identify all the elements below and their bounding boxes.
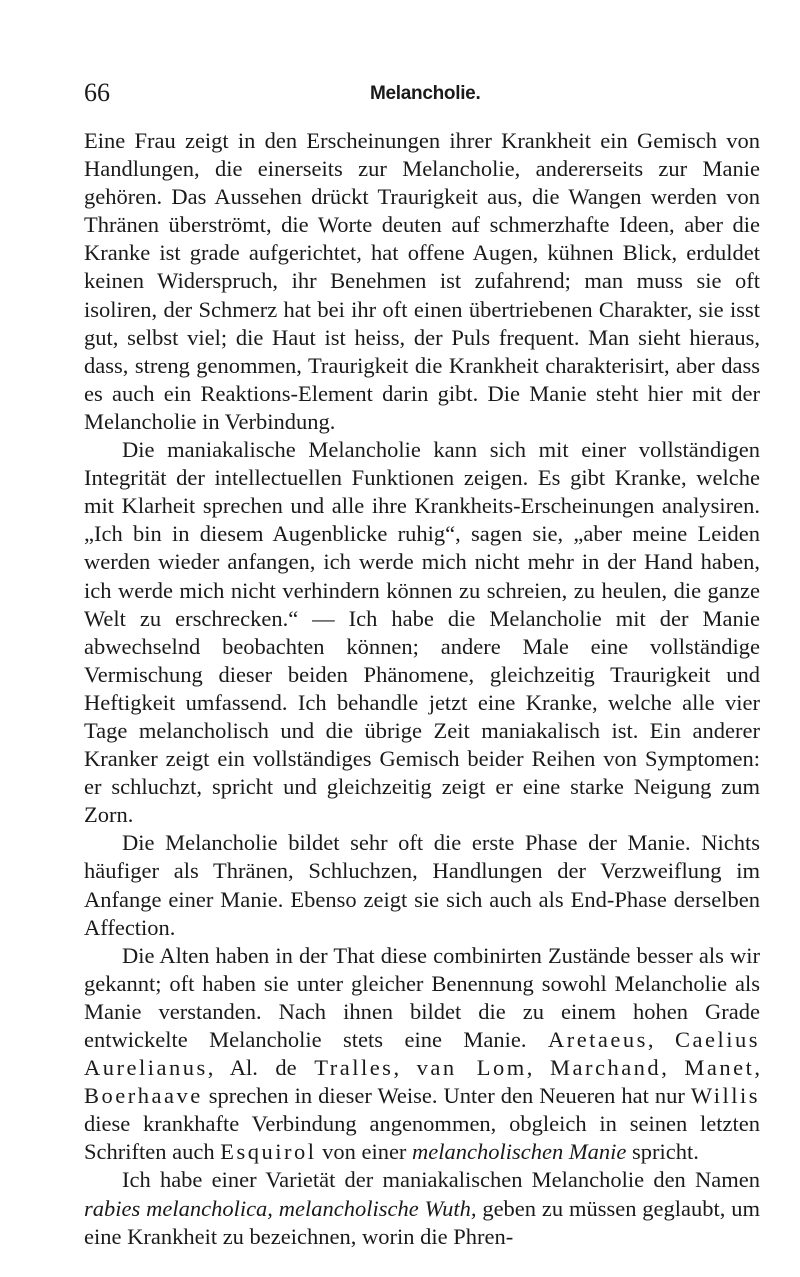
term-rabies-melancholica: rabies melancholica, melancholische Wuth, — [84, 1195, 477, 1221]
text-segment: , — [647, 1027, 675, 1052]
text-segment: Ich habe einer Varietät der maniakalischen Melancholie den Namen — [122, 1167, 760, 1193]
term-melancholische-manie: melancholischen Manie — [412, 1139, 627, 1165]
text-segment: , — [393, 1055, 417, 1081]
text-segment: spricht. — [626, 1139, 699, 1165]
text-segment: sprechen in dieser Weise. Unter den Neueren hat nur — [202, 1083, 691, 1109]
author-name-marchand: Marchand — [549, 1055, 662, 1081]
paragraph-4 — [84, 942, 760, 1167]
author-name-caelius: Caelius Aurelianus — [84, 1027, 760, 1081]
author-name-esquirol: Esquirol — [220, 1139, 317, 1165]
paragraph-2 — [84, 436, 760, 829]
text-segment: Die Alten haben in der That diese combinirten Zustände besser als wir gekannt; oft haben sie unter gleicher Benennung sowohl Melancholie als Manie verstanden. Nach ihnen bildet die zu einem hohen Grade entwickelte Melancholie stets eine Manie. — [84, 942, 760, 1052]
text-segment: Eine Frau zeigt in den Erscheinungen ihrer Krankheit ein Gemisch von Handlungen, die einerseits zur Melancholie, andererseits zur Manie gehören. Das Aussehen drückt Traurigkeit aus, die Wangen werden von Thränen überströmt, die Worte deuten auf schmerzhafte Ideen, aber die Kranke ist grade aufgerichtet, hat offene Augen, kühnen Blick, erduldet keinen Widerspruch, ihr Benehmen ist zufahrend; man muss sie oft isoliren, der Schmerz hat bei ihr oft einen übertriebenen Charakter, sie isst gut, selbst viel; die Haut ist heiss, der Puls frequent. Man sieht hieraus, dass, streng genommen, Traurigkeit die Krankheit charakterisirt, aber dass es auch ein Reaktions-Element darin gibt. Die Manie steht hier mit der Melancholie in Verbindung. — [84, 128, 760, 434]
author-name-boerhaave: Boerhaave — [84, 1083, 203, 1109]
text-segment: Die maniakalische Melancholie kann sich mit einer vollständigen Integrität der intellectuellen Funktionen zeigen. Es gibt Kranke, welche mit Klarheit sprechen und alle ihre Krankheits-Erscheinungen analysiren. „Ich bin in diesem Augenblicke ruhig“, sagen sie, „aber meine Leiden werden wieder anfangen, ich werde mich nicht mehr in der Hand haben, ich werde mich nicht verhindern können zu schreien, zu heulen, die ganze Welt zu erschrecken.“ — Ich habe die Melancholie mit der Manie abwechselnd beobachten können; andere Male eine vollständige Vermischung dieser beiden Phänomene, gleichzeitig Traurigkeit und Heftigkeit umfassend. Ich behandle jetzt eine Kranke, welche alle vier Tage melancholisch und die übrige Zeit maniakalisch ist. Ein anderer Kranker zeigt ein vollständiges Gemisch beider Reihen von Symptomen: er schluchzt, spricht und gleichzeitig zeigt er eine starke Neigung zum Zorn. — [84, 437, 760, 828]
paragraph-1 — [84, 127, 760, 436]
author-name-willis: Willis — [690, 1083, 760, 1109]
text-segment: , Al. de — [207, 1055, 315, 1081]
paragraph-3 — [84, 829, 760, 941]
paragraph-5 — [84, 1166, 760, 1250]
text-segment: , — [661, 1055, 685, 1081]
author-name-van-lom: van Lom — [416, 1055, 527, 1081]
text-segment: diese krankhafte Verbindung angenommen, obgleich in seinen letzten Schriften auch — [84, 1111, 760, 1165]
running-head — [84, 78, 760, 108]
text-segment: , — [526, 1055, 550, 1081]
text-segment: von einer — [316, 1139, 413, 1165]
text-segment: Die Melancholie bildet sehr oft die erste Phase der Manie. Nichts häufiger als Thränen, Schluchzen, Handlungen der Verzweiflung im Anfange einer Manie. Ebenso zeigt sie sich auch als End-Phase derselben Affection. — [84, 830, 760, 940]
page-number: 66 — [84, 78, 110, 107]
author-name-tralles: Tralles — [314, 1055, 394, 1081]
running-title: Melancholie. — [370, 83, 481, 104]
text-segment: , — [754, 1055, 761, 1081]
text-segment: geben zu müssen geglaubt, um eine Krankheit zu bezeichnen, worin die Phren- — [84, 1195, 761, 1249]
body-text — [84, 127, 760, 1251]
author-name-aretaeus: Aretaeus — [547, 1027, 648, 1052]
author-name-manet: Manet — [684, 1055, 755, 1081]
